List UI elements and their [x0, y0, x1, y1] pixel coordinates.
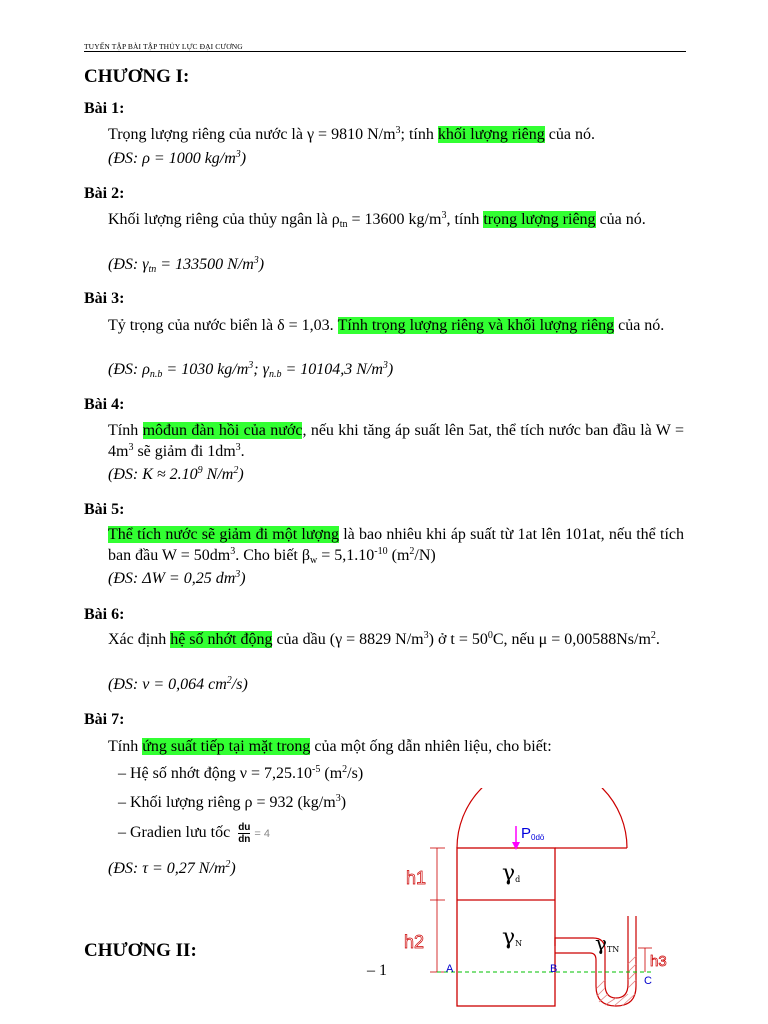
- pressure-label: P0dö: [521, 825, 545, 842]
- exercise-2-text: Khối lượng riêng của thủy ngân là $\rho_{tn} = 13600$ $kg/m^3$, tính trọng lượng riêng của nó.: [108, 210, 646, 230]
- exercise-5-answer: (ĐS: ΔW = 0,25 $dm^3$): [108, 569, 246, 587]
- exercise-3-text: Tỷ trọng của nước biển là δ = 1,03. Tính trọng lượng riêng và khối lượng riêng của nó.: [108, 317, 665, 334]
- highlight: Thể tích nước sẽ giảm đi một lượng: [108, 526, 339, 543]
- point-a-label: A: [446, 963, 454, 975]
- exercise-4-answer: (ĐS: $K \approx 2.10^9$ $N/m^2$): [108, 465, 244, 483]
- exercise-3-answer: (ĐS: $\rho_{n.b} = 1030$ $kg/m^3$; $\gamma_{n.b} = 10104,3$ $N/m^3$): [108, 360, 394, 380]
- velocity-gradient-fraction: $\frac{du}{dn}$: [238, 822, 251, 845]
- exercise-3-title: Bài 3:: [84, 290, 125, 307]
- exercise-2-answer: (ĐS: $\gamma_{tn} = 133500$ $N/m^3$): [108, 255, 265, 275]
- exercise-6-title: Bài 6:: [84, 606, 125, 623]
- page-number: – 1: [367, 962, 387, 979]
- exercise-7-text: Tính ứng suất tiếp tại mặt trong của một ống dẫn nhiên liệu, cho biết:: [108, 738, 552, 755]
- exercise-2-title: Bài 2:: [84, 185, 125, 202]
- tank-manometer-figure: [390, 788, 700, 1024]
- header-rule: [84, 51, 686, 52]
- h1-label: h1: [406, 868, 427, 888]
- exercise-5-title: Bài 5:: [84, 501, 125, 518]
- exercise-7-bullet-gradient: – Gradien lưu tốc $\frac{du}{dn}$ = 4: [118, 822, 271, 845]
- oil-gamma-label: γd: [502, 861, 521, 886]
- exercise-6-answer: (ĐS: ν = 0,064 $cm^2/s$): [108, 675, 248, 693]
- exercise-7-bullet-density: – Khối lượng riêng ρ = 932 $(kg/m^3)$: [118, 793, 347, 811]
- exercise-5-text: Thể tích nước sẽ giảm đi một lượng là bao nhiêu khi áp suất từ 1at lên 101at, nếu thể tích ban đầu $W = 50dm^3$. Cho biết $\beta_w = 5,1.10^{-10}$ $(m^2/N)$: [108, 526, 684, 566]
- highlight: Tính trọng lượng riêng và khối lượng riêng: [337, 317, 615, 334]
- exercise-7-answer: (ĐS: τ = 0,27 $N/m^2$): [108, 859, 236, 877]
- exercise-4-title: Bài 4:: [84, 396, 125, 413]
- chapter-2-title: CHƯƠNG II:: [84, 940, 197, 961]
- u-tube-outer: [555, 916, 628, 998]
- highlight: môđun đàn hồi của nước: [142, 422, 303, 439]
- exercise-6-text: Xác định hệ số nhớt động của dầu (γ = 8829 $N/m^3$) ở $t = 50^0C$, nếu $\mu = 0,00588Ns/m^2$.: [108, 630, 660, 648]
- exercise-7-bullet-viscosity: – Hệ số nhớt động $\nu = 7,25.10^{-5}$ $(m^2/s)$: [118, 764, 364, 782]
- mercury-gamma-label: γTN: [595, 931, 620, 955]
- exercise-7-title: Bài 7:: [84, 711, 125, 728]
- chapter-1-title: CHƯƠNG I:: [84, 66, 190, 87]
- highlight: trọng lượng riêng: [483, 211, 596, 228]
- running-header: TUYỂN TẬP BÀI TẬP THỦY LỰC ĐẠI CƯƠNG: [84, 42, 243, 51]
- highlight: hệ số nhớt động: [170, 631, 273, 648]
- exercise-1-answer: (ĐS: ρ = 1000 $kg/m^3$): [108, 149, 247, 167]
- exercise-1-title: Bài 1:: [84, 100, 125, 117]
- point-b-label: B: [550, 963, 558, 975]
- exercise-1-text: Trọng lượng riêng của nước là γ = 9810 $N/m^3$; tính khối lượng riêng của nó.: [108, 125, 595, 143]
- highlight: ứng suất tiếp tại mặt trong: [142, 738, 311, 755]
- exercise-4-text: Tính môđun đàn hồi của nước, nếu khi tăng áp suất lên 5at, thể tích nước ban đầu là $W = 4m^3$ sẽ giảm đi $1dm^3$.: [108, 422, 685, 460]
- point-c-label: C: [644, 975, 652, 987]
- u-tube-inner: [555, 916, 636, 1006]
- h3-label: h3: [650, 953, 667, 970]
- highlight: khối lượng riêng: [437, 126, 545, 143]
- water-gamma-label: γN: [502, 925, 523, 950]
- h2-label: h2: [404, 932, 425, 952]
